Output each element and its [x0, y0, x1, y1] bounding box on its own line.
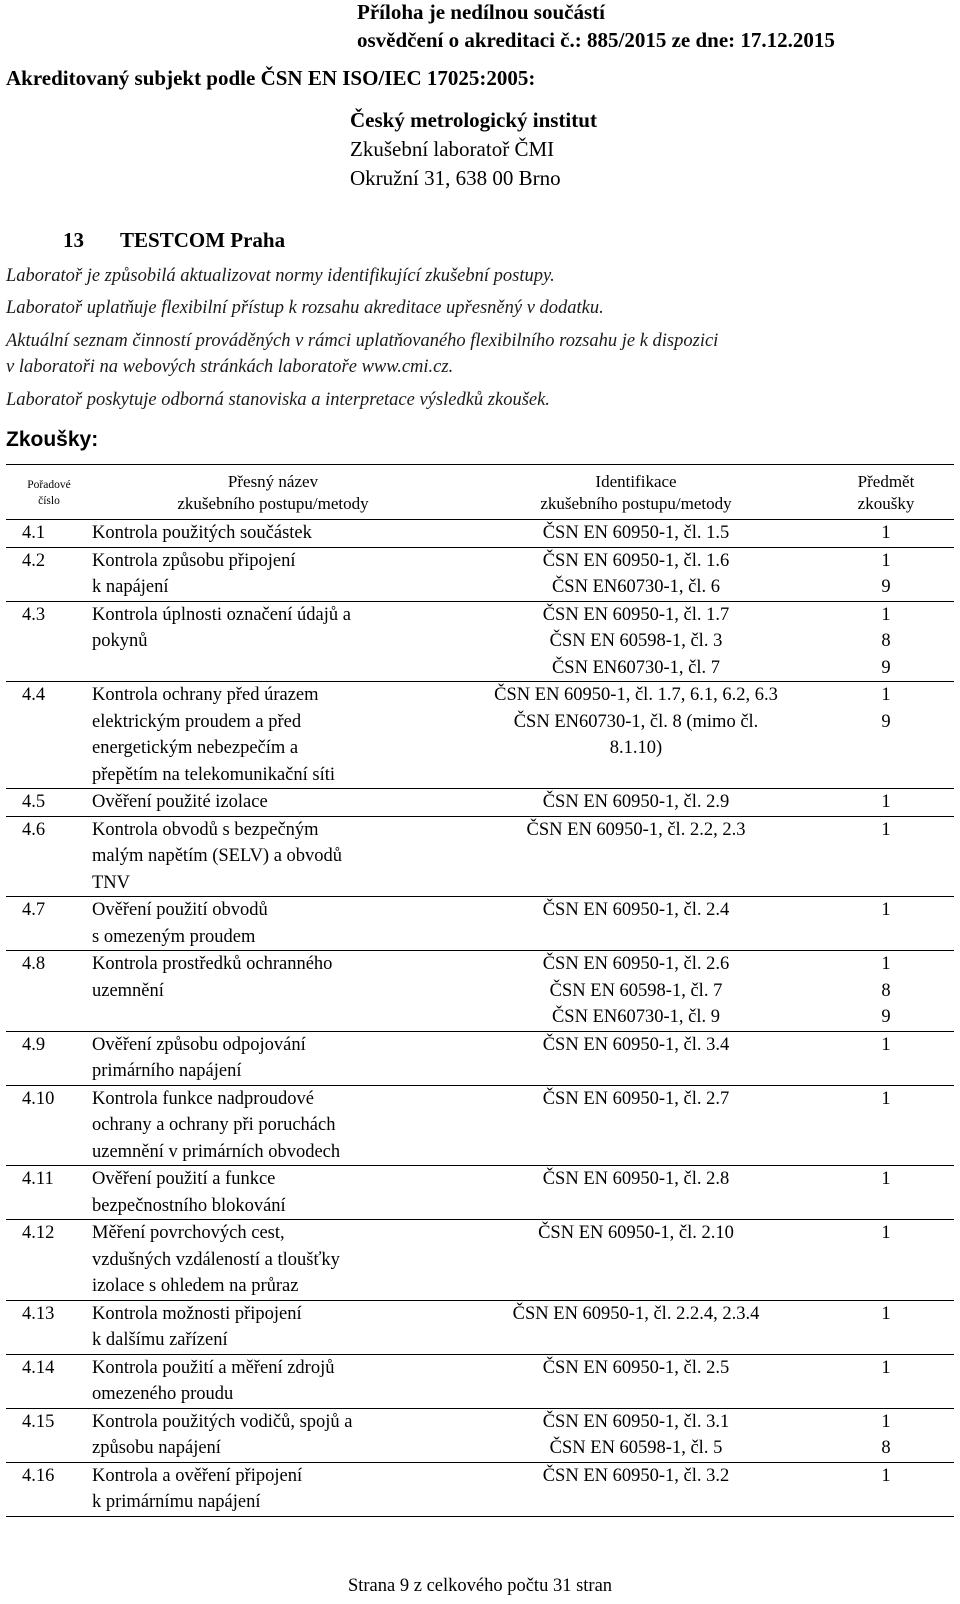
method-id	[454, 816, 818, 897]
test-subject-line: 1	[881, 1303, 891, 1324]
table-row	[6, 1220, 954, 1301]
lab-title: TESTCOM Praha	[120, 228, 286, 252]
lab-note-5: Laboratoř poskytuje odborná stanoviska a interpretace výsledků zkoušek.	[6, 390, 550, 410]
method-name	[92, 1031, 454, 1085]
method-id-line: ČSN EN 60950-1, čl. 2.4	[542, 900, 730, 920]
method-name-line: s omezeným proudem	[92, 926, 256, 947]
row-number: 4.10	[6, 1085, 92, 1166]
table-row	[6, 1166, 954, 1220]
header-test-subject	[818, 465, 954, 520]
header-subject-line: Předmět	[857, 472, 915, 491]
table-row	[6, 951, 954, 1032]
test-subject	[818, 601, 954, 682]
table-row	[6, 1408, 954, 1462]
test-subject-line: 1	[881, 1465, 891, 1486]
method-name-line: způsobu napájení	[92, 1438, 221, 1458]
table-row	[6, 547, 954, 601]
method-name-line: pokynů	[92, 631, 148, 651]
table-row	[6, 1354, 954, 1408]
table-row	[6, 789, 954, 817]
table-row	[6, 601, 954, 682]
table-row	[6, 520, 954, 548]
method-id-line: ČSN EN 60950-1, čl. 2.5	[542, 1357, 730, 1378]
row-number: 4.16	[6, 1462, 92, 1516]
lab-address: Okružní 31, 638 00 Brno	[350, 166, 561, 190]
test-subject	[818, 1354, 954, 1408]
method-name	[92, 816, 454, 897]
method-id-line: ČSN EN 60950-1, čl. 2.2.4, 2.3.4	[512, 1303, 760, 1324]
method-name-line: k napájení	[92, 577, 169, 597]
method-name-line: Ověření použití obvodů	[92, 900, 268, 920]
row-number: 4.5	[6, 789, 92, 817]
test-subject-line: 1	[881, 1411, 891, 1432]
method-name	[92, 520, 454, 548]
method-name	[92, 1408, 454, 1462]
method-id-line: ČSN EN 60598-1, čl. 5	[549, 1438, 723, 1458]
method-id	[454, 951, 818, 1032]
method-name-line: uzemnění v primárních obvodech	[92, 1141, 341, 1162]
method-id-line: ČSN EN 60950-1, čl. 3.2	[542, 1465, 730, 1486]
method-name-line: bezpečnostního blokování	[92, 1195, 286, 1216]
test-subject-line: 9	[881, 1007, 891, 1027]
test-subject	[818, 789, 954, 817]
test-subject-line: 1	[881, 792, 891, 812]
method-id	[454, 1031, 818, 1085]
method-name-line: Měření povrchových cest,	[92, 1223, 285, 1243]
test-subject-line: 9	[881, 711, 891, 732]
row-number: 4.1	[22, 523, 46, 543]
test-subject	[818, 951, 954, 1032]
row-number: 4.3	[6, 601, 92, 682]
method-name-line: k primárnímu napájení	[92, 1492, 261, 1512]
method-name-line: Ověření použití a funkce	[92, 1169, 276, 1189]
method-name-line: přepětím na telekomunikační síti	[92, 764, 336, 785]
method-id-line: ČSN EN60730-1, čl. 8 (mimo čl.	[513, 711, 759, 732]
method-id-line: ČSN EN 60598-1, čl. 7	[549, 980, 723, 1001]
header-method-id	[454, 465, 818, 520]
test-subject	[818, 1300, 954, 1354]
method-id-line: ČSN EN 60950-1, čl. 2.7	[542, 1088, 730, 1109]
method-name-line: omezeného proudu	[92, 1384, 234, 1404]
row-number: 4.8	[6, 951, 92, 1032]
test-subject	[818, 897, 954, 951]
method-name	[92, 1300, 454, 1354]
lab-note-3: Aktuální seznam činností prováděných v rámci uplatňovaného flexibilního rozsahu je k dispozici	[6, 331, 719, 351]
method-name-line: Kontrola úplnosti označení údajů a	[92, 604, 351, 625]
method-name-line: izolace s ohledem na průraz	[92, 1276, 299, 1296]
test-subject-line: 1	[881, 819, 891, 840]
method-id-line: ČSN EN 60950-1, čl. 1.7	[542, 604, 730, 625]
method-name	[92, 1220, 454, 1301]
row-number: 4.2	[6, 547, 92, 601]
test-subject	[818, 1085, 954, 1166]
test-subject-line: 1	[881, 523, 891, 543]
test-subject-line: 8	[881, 980, 891, 1001]
test-subject	[818, 1166, 954, 1220]
row-number: 4.7	[6, 897, 92, 951]
method-name-line: Kontrola ochrany před úrazem	[92, 685, 319, 705]
test-subject-line: 8	[881, 1438, 891, 1458]
method-id-line: ČSN EN 60950-1, čl. 1.5	[542, 523, 730, 543]
method-id	[454, 1354, 818, 1408]
method-name	[92, 1085, 454, 1166]
tests-table	[6, 464, 956, 1517]
method-id	[454, 682, 818, 789]
annex-line-2: osvědčení o akreditaci č.: 885/2015 ze dne: 17.12.2015	[357, 28, 835, 52]
header-number-line: Pořadové	[27, 479, 71, 491]
table-row	[6, 1462, 954, 1516]
header-id-line: zkušebního postupu/metody	[540, 494, 732, 513]
header-number	[6, 465, 92, 520]
test-subject	[818, 816, 954, 897]
method-id-line: ČSN EN 60950-1, čl. 2.9	[542, 792, 730, 812]
method-name-line: Kontrola funkce nadproudové	[92, 1088, 314, 1109]
row-number: 4.6	[6, 816, 92, 897]
method-name-line: Kontrola a ověření připojení	[92, 1465, 303, 1486]
header-id-line: Identifikace	[595, 472, 677, 491]
lab-number: 13	[63, 228, 84, 252]
method-name-line: energetickým nebezpečím a	[92, 738, 299, 758]
method-name	[92, 601, 454, 682]
page-footer: Strana 9 z celkového počtu 31 stran	[347, 1576, 613, 1596]
row-number: 4.11	[6, 1166, 92, 1220]
test-subject-line: 1	[881, 1034, 891, 1055]
method-name	[92, 547, 454, 601]
table-row	[6, 897, 954, 951]
method-name-line: malým napětím (SELV) a obvodů	[92, 846, 343, 866]
header-method-name	[92, 465, 454, 520]
row-number: 4.12	[6, 1220, 92, 1301]
test-subject	[818, 520, 954, 548]
row-number: 4.4	[6, 682, 92, 789]
accredited-subject: Akreditovaný subjekt podle ČSN EN ISO/IEC 17025:2005:	[6, 66, 536, 90]
method-name-line: TNV	[92, 872, 131, 893]
method-id-line: ČSN EN 60950-1, čl. 1.7, 6.1, 6.2, 6.3	[494, 685, 778, 705]
table-row	[6, 682, 954, 789]
method-id-line: ČSN EN60730-1, čl. 6	[551, 577, 721, 597]
method-id	[454, 1220, 818, 1301]
method-name	[92, 1354, 454, 1408]
row-number: 4.13	[6, 1300, 92, 1354]
method-id-line: ČSN EN60730-1, čl. 9	[551, 1007, 721, 1027]
row-number: 4.14	[6, 1354, 92, 1408]
method-name	[92, 951, 454, 1032]
test-subject-line: 9	[881, 657, 891, 678]
method-id	[454, 547, 818, 601]
test-subject-line: 1	[881, 954, 891, 974]
method-id	[454, 1408, 818, 1462]
method-name-line: Kontrola prostředků ochranného	[92, 954, 333, 974]
method-id	[454, 1300, 818, 1354]
method-id	[454, 897, 818, 951]
tests-heading: Zkoušky:	[6, 428, 99, 451]
lab-note-4: v laboratoři na webových stránkách laboratoře www.cmi.cz.	[6, 357, 454, 377]
method-name-line: Kontrola obvodů s bezpečným	[92, 819, 319, 840]
test-subject	[818, 1031, 954, 1085]
method-name-line: Kontrola způsobu připojení	[92, 550, 296, 571]
method-name	[92, 897, 454, 951]
method-id-line: ČSN EN 60950-1, čl. 1.6	[542, 550, 730, 571]
test-subject-line: 1	[881, 1169, 891, 1189]
test-subject-line: 1	[881, 1357, 891, 1378]
institute-name: Český metrologický institut	[350, 108, 597, 132]
method-id-line: ČSN EN 60950-1, čl. 3.4	[542, 1034, 730, 1055]
method-name	[92, 789, 454, 817]
header-number-line: číslo	[38, 495, 60, 507]
method-id-line: ČSN EN 60950-1, čl. 2.6	[542, 954, 730, 974]
header-name-line: zkušebního postupu/metody	[177, 494, 369, 513]
method-name-line: Ověření způsobu odpojování	[92, 1034, 306, 1055]
test-subject-line: 9	[881, 577, 891, 597]
table-row	[6, 1031, 954, 1085]
test-subject-line: 1	[881, 900, 891, 920]
row-number: 4.9	[6, 1031, 92, 1085]
method-name-line: primárního napájení	[92, 1061, 242, 1081]
method-name-line: vzdušných vzdáleností a tloušťky	[92, 1249, 340, 1270]
method-name-line: Ověření použité izolace	[92, 792, 268, 812]
test-subject	[818, 1462, 954, 1516]
method-id	[454, 789, 818, 817]
table-header-row	[6, 465, 954, 520]
annex-line-1: Příloha je nedílnou součástí	[357, 0, 605, 24]
method-name-line: elektrickým proudem a před	[92, 711, 302, 732]
method-id-line: ČSN EN 60950-1, čl. 2.10	[538, 1223, 734, 1243]
table-row	[6, 816, 954, 897]
row-number: 4.15	[6, 1408, 92, 1462]
test-subject	[818, 682, 954, 789]
table-row	[6, 1300, 954, 1354]
method-id-line: ČSN EN 60950-1, čl. 2.2, 2.3	[526, 819, 746, 840]
method-name-line: Kontrola použitých vodičů, spojů a	[92, 1411, 353, 1432]
method-name-line: Kontrola použitých součástek	[92, 523, 312, 543]
method-name-line: Kontrola možnosti připojení	[92, 1303, 302, 1324]
lab-note-1: Laboratoř je způsobilá aktualizovat normy identifikující zkušební postupy.	[6, 266, 555, 286]
header-name-line: Přesný název	[227, 472, 319, 491]
lab-note-2: Laboratoř uplatňuje flexibilní přístup k rozsahu akreditace upřesněný v dodatku.	[6, 298, 604, 318]
test-subject-line: 1	[881, 550, 891, 571]
header-subject-line: zkoušky	[857, 494, 915, 513]
method-id-line: ČSN EN 60950-1, čl. 2.8	[542, 1169, 730, 1189]
method-name	[92, 1166, 454, 1220]
method-name-line: uzemnění	[92, 980, 164, 1001]
method-id	[454, 1166, 818, 1220]
test-subject	[818, 547, 954, 601]
method-id-line: ČSN EN 60598-1, čl. 3	[549, 631, 723, 651]
method-id	[454, 1085, 818, 1166]
test-subject-line: 1	[881, 1223, 891, 1243]
method-name	[92, 1462, 454, 1516]
method-id-line: ČSN EN 60950-1, čl. 3.1	[542, 1411, 730, 1432]
test-subject-line: 1	[881, 1088, 891, 1109]
method-name-line: k dalšímu zařízení	[92, 1330, 228, 1350]
test-subject	[818, 1408, 954, 1462]
test-subject-line: 8	[881, 631, 891, 651]
method-name	[92, 682, 454, 789]
lab-name: Zkušební laboratoř ČMI	[350, 137, 555, 161]
test-subject	[818, 1220, 954, 1301]
method-id	[454, 520, 818, 548]
test-subject-line: 1	[881, 685, 891, 705]
test-subject-line: 1	[881, 604, 891, 625]
method-name-line: Kontrola použití a měření zdrojů	[92, 1357, 335, 1378]
table-row	[6, 1085, 954, 1166]
method-id-line: ČSN EN60730-1, čl. 7	[551, 657, 721, 678]
method-id-line: 8.1.10)	[609, 738, 663, 758]
method-id	[454, 1462, 818, 1516]
method-id	[454, 601, 818, 682]
method-name-line: ochrany a ochrany při poruchách	[92, 1115, 336, 1135]
